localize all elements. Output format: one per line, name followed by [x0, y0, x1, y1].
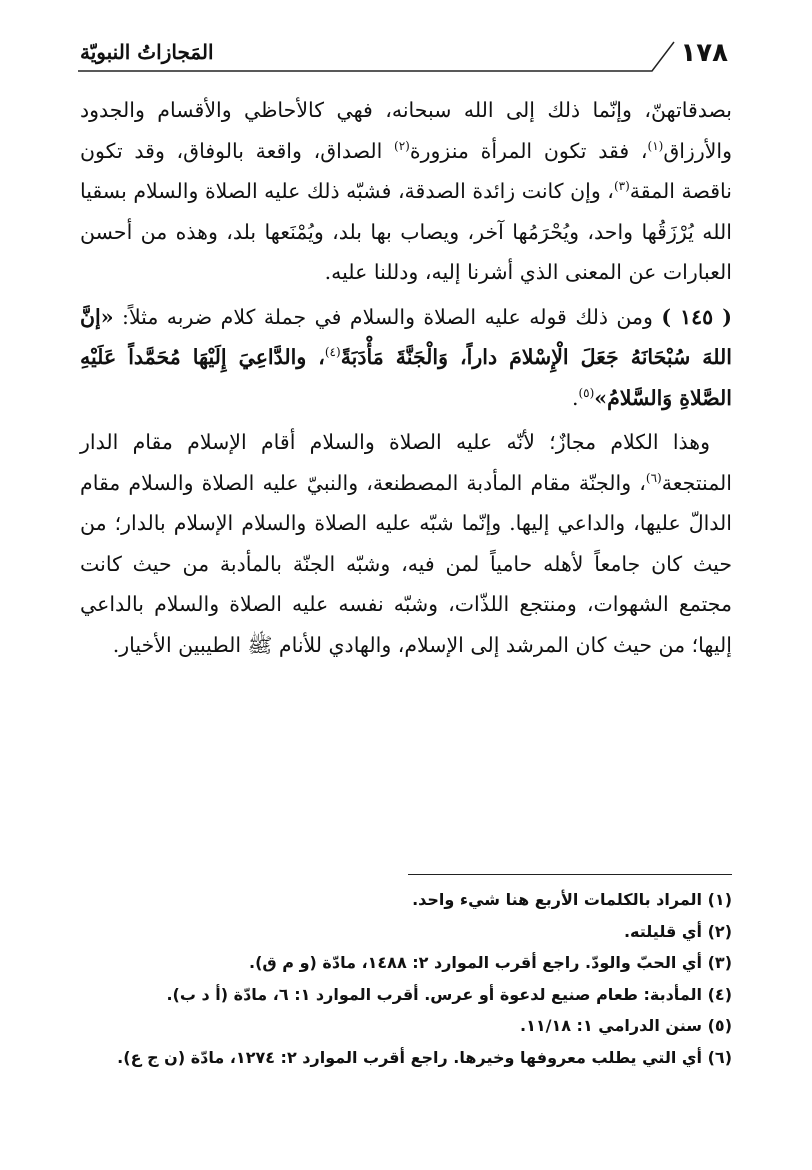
footnotes — [80, 884, 732, 1073]
text-run: الصداق، واقعة بالوفاق، وقد تكون ناقصة المقة — [80, 138, 732, 203]
paragraph — [80, 297, 732, 419]
footnote: (١) المراد بالكلمات الأربع هنا شيء واحد. — [412, 890, 732, 909]
footnote-ref: (١) — [647, 138, 664, 153]
text-run: . — [571, 385, 579, 410]
page-header — [78, 34, 732, 74]
footnote: (٣) أي الحبّ والودّ. راجع أقرب الموارد ٢: ١٤٨٨، مادّة (و م ق). — [249, 953, 732, 972]
footnote: (٦) أي التي يطلب معروفها وخيرها. راجع أقرب الموارد ٢: ١٢٧٤، مادّة (ن ج ع). — [117, 1047, 732, 1067]
paragraph — [80, 422, 732, 665]
footnote: (٢) أي قليلته. — [623, 921, 732, 941]
page-number: ١٧٨ — [680, 38, 728, 68]
text-run: ، والجنّة مقام المأدبة المصطنعة، والنبيّ عليه الصلاة والسلام مقام الدالّ عليها، والداعي إليها. وإنّما شبّه عليه الصلاة والسلام الإسلام بالدار؛ من حيث كان جامعاً لأهله حامياً لمن فيه، وشبّه الجنّة بالمأدبة من حيث كانت مجتمع الشهوات، ومنتجع اللذّات، وشبّه نفسه عليه الصلاة والسلام بالداعي إليها؛ من حيث كان المرشد إلى الإسلام، والهادي للأنام ﷺ الطيبين الأخيار. — [80, 470, 732, 657]
footnote-separator — [408, 874, 732, 875]
main-text — [80, 90, 732, 665]
footnote-ref: (٤) — [324, 345, 341, 360]
text-run: بصدقاتهنّ، وإنّما ذلك إلى الله سبحانه، فهي كالأحاظي والأقسام والجدود والأرزاق — [80, 98, 733, 163]
footnote: (٥) سنن الدرامي ١: ١١/١٨. — [519, 1016, 732, 1035]
text-run: ، وإن كانت زائدة الصدقة، فشبّه ذلك عليه الصلاة والسلام بسقيا الله يُرْزَقُها واحد، ويُحْرَمُها آخر، ويصاب بها بلد، ويُمْنَعها بلد، وهذه من أحسن العبارات عن المعنى الذي أشرنا إليه، ودللنا عليه. — [80, 179, 732, 284]
hadith-quote: ، والدَّاعِيَ إِلَيْهَا مُحَمَّداً عَلَيْهِ الصَّلاةِ وَالسَّلامُ» — [80, 345, 732, 410]
footnote-ref: (٣) — [613, 179, 630, 194]
footnote-ref: (٥) — [578, 385, 595, 400]
footnote-ref: (٦) — [645, 470, 662, 485]
text-run: ، فقد تكون المرأة منزورة — [409, 138, 648, 163]
text-run: وهذا الكلام مجازٌ؛ لأنّه عليه الصلاة والسلام أقام الإسلام مقام الدار المنتجعة — [80, 430, 732, 495]
footnote: (٤) المأدبة: طعام صنيع لدعوة أو عرس. أقرب الموارد ١: ٦، مادّة (أ د ب). — [166, 984, 732, 1004]
hadith-number: ( ١٤٥ ) — [661, 304, 732, 329]
text-run: ومن ذلك قوله عليه الصلاة والسلام في جملة كلام ضربه مثلاً: — [113, 304, 662, 329]
hadith-quote: «إنَّ اللهَ سُبْحَانَهُ جَعَلَ الْإِسْلامَ داراً، وَالْجَنَّةَ مَأْدَبَةً — [80, 304, 732, 369]
paragraph — [80, 90, 732, 293]
footnote-ref: (٢) — [394, 138, 410, 153]
running-title: المَجازاتُ النبويّة — [80, 40, 214, 64]
